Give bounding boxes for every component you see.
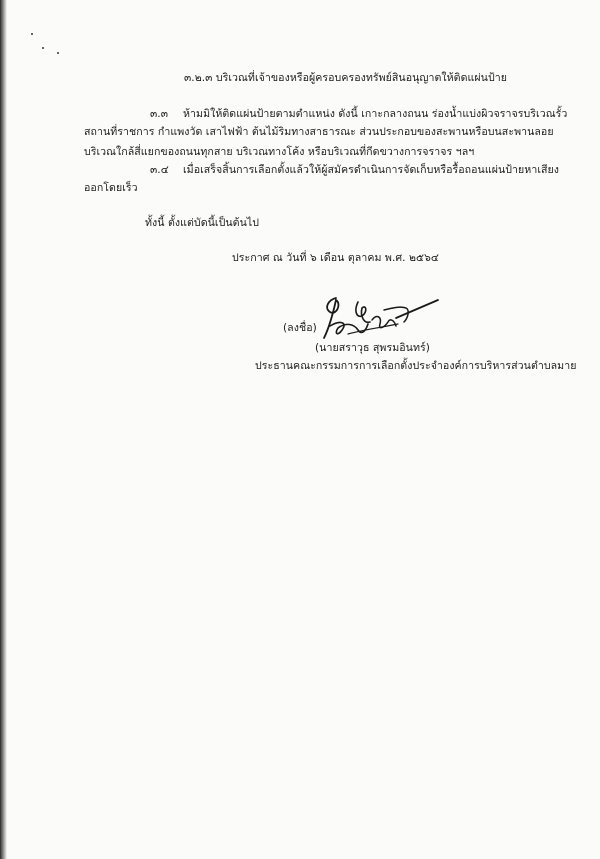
effective-clause: ทั้งนี้ ตั้งแต่บัดนี้เป็นต้นไป bbox=[145, 217, 260, 229]
item-3-3-number: ๓.๓ bbox=[150, 108, 169, 120]
item-3-3-line-1: ห้ามมิให้ติดแผ่นป้ายตามตำแหน่ง ดังนี้ เกาะกลางถนน ร่องน้ำแบ่งผิวจราจรบริเวณรั้ว bbox=[183, 108, 568, 120]
scan-edge-shadow bbox=[0, 0, 7, 859]
item-3-4-line-2: ออกโดยเร็ว bbox=[84, 182, 138, 194]
scan-speck bbox=[57, 52, 59, 54]
announcement-date: ประกาศ ณ วันที่ ๖ เดือน ตุลาคม พ.ศ. ๒๕๖๔ bbox=[232, 252, 439, 264]
item-3-3-line-3: บริเวณใกล้สี่แยกของถนนทุกสาย บริเวณทางโค้ง หรือบริเวณที่กีดขวางการจราจร ฯลฯ bbox=[84, 146, 475, 158]
section-heading: ๓.๒.๓ บริเวณที่เจ้าของหรือผู้ครอบครองทรัพย์สินอนุญาตให้ติดแผ่นป้าย bbox=[184, 72, 507, 84]
item-3-4-number: ๓.๔ bbox=[150, 164, 169, 176]
scan-speck bbox=[42, 47, 44, 49]
handwritten-signature bbox=[318, 294, 440, 340]
scan-speck bbox=[31, 33, 33, 35]
sign-label: (ลงชื่อ) bbox=[283, 322, 317, 334]
signer-position: ประธานคณะกรรมการการเลือกตั้งประจำองค์การบริหารส่วนตำบลมาย bbox=[255, 360, 577, 372]
item-3-3-line-2: สถานที่ราชการ กำแพงวัด เสาไฟฟ้า ต้นไม้ริมทางสาธารณะ ส่วนประกอบของสะพานหรือบนสะพานลอย bbox=[84, 126, 554, 138]
signer-name: (นายสราวุธ สุพรมอินทร์) bbox=[315, 342, 430, 354]
item-3-4-line-1: เมื่อเสร็จสิ้นการเลือกตั้งแล้วให้ผู้สมัครดำเนินการจัดเก็บหรือรื้อถอนแผ่นป้ายหาเสียง bbox=[183, 164, 560, 176]
